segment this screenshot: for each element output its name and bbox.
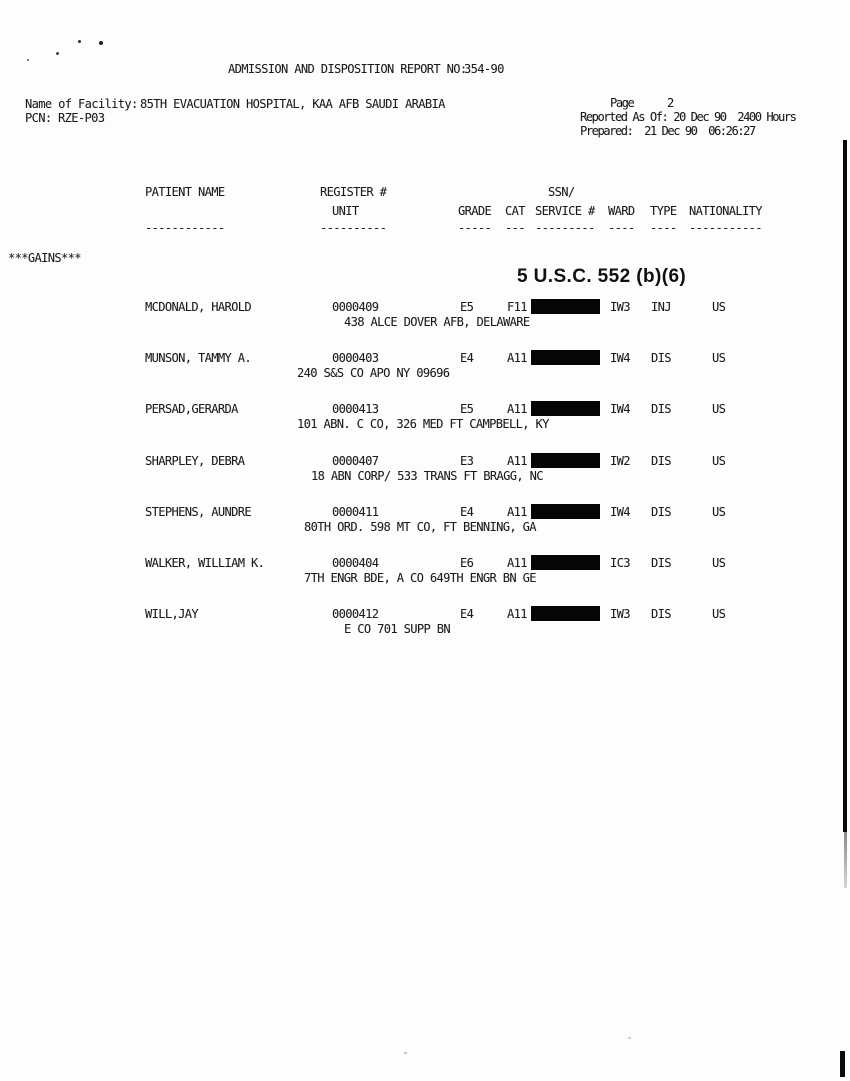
register-number: 0000409: [332, 300, 379, 314]
nationality: US: [712, 454, 726, 468]
patient-name: PERSAD,GERARDA: [145, 402, 238, 416]
table-row: [0, 402, 850, 436]
unit: 80TH ORD. 598 MT CO, FT BENNING, GA: [304, 520, 536, 534]
scan-speck: [27, 59, 29, 61]
col-header-ssn: SSN/: [548, 185, 575, 199]
category: A11: [507, 607, 527, 621]
underline-type: ----: [650, 221, 677, 235]
ward: IW4: [610, 505, 630, 519]
underline-register: ----------: [320, 221, 387, 235]
col-header-nationality: NATIONALITY: [689, 204, 762, 218]
underline-grade: -----: [458, 221, 492, 235]
prepared-timestamp: Prepared: 21 Dec 90 06:26:27: [580, 124, 755, 138]
redaction-bar: [531, 299, 600, 314]
underline-cat: ---: [505, 221, 525, 235]
scan-edge-mark: [840, 1051, 845, 1077]
page-label: Page: [610, 96, 634, 110]
col-header-ward: WARD: [608, 204, 635, 218]
underline-patient-name: ------------: [145, 221, 225, 235]
redaction-bar: [531, 504, 600, 519]
grade: E4: [460, 607, 474, 621]
underline-nationality: -----------: [689, 221, 762, 235]
col-header-cat: CAT: [505, 204, 525, 218]
patient-name: MCDONALD, HAROLD: [145, 300, 251, 314]
scan-edge-line: [843, 140, 847, 832]
reported-as-of: Reported As Of: 20 Dec 90 2400 Hours: [580, 110, 796, 124]
grade: E4: [460, 351, 474, 365]
type: DIS: [651, 607, 671, 621]
category: A11: [507, 402, 527, 416]
unit: 18 ABN CORP/ 533 TRANS FT BRAGG, NC: [311, 469, 543, 483]
facility-value: 85TH EVACUATION HOSPITAL, KAA AFB SAUDI ARABIA: [140, 97, 445, 111]
unit: 7TH ENGR BDE, A CO 649TH ENGR BN GE: [304, 571, 536, 585]
patient-name: WILL,JAY: [145, 607, 198, 621]
category: F11: [507, 300, 527, 314]
patient-name: STEPHENS, AUNDRE: [145, 505, 251, 519]
type: DIS: [651, 454, 671, 468]
unit: 240 S&S CO APO NY 09696: [297, 366, 450, 380]
table-row: [0, 556, 850, 590]
scan-speck: [78, 40, 81, 43]
category: A11: [507, 556, 527, 570]
scan-speck: [628, 1037, 631, 1039]
redaction-bar: [531, 555, 600, 570]
col-header-register: REGISTER #: [320, 185, 387, 199]
redaction-bar: [531, 350, 600, 365]
grade: E4: [460, 505, 474, 519]
grade: E5: [460, 300, 474, 314]
nationality: US: [712, 402, 726, 416]
register-number: 0000407: [332, 454, 379, 468]
redaction-bar: [531, 453, 600, 468]
underline-ward: ----: [608, 221, 635, 235]
ward: IC3: [610, 556, 630, 570]
redaction-exemption-stamp: 5 U.S.C. 552 (b)(6): [517, 266, 687, 287]
col-header-grade: GRADE: [458, 204, 492, 218]
register-number: 0000412: [332, 607, 379, 621]
ward: IW3: [610, 300, 630, 314]
grade: E3: [460, 454, 474, 468]
category: A11: [507, 505, 527, 519]
type: DIS: [651, 556, 671, 570]
type: DIS: [651, 505, 671, 519]
register-number: 0000404: [332, 556, 379, 570]
report-title: ADMISSION AND DISPOSITION REPORT NO:: [228, 62, 467, 76]
grade: E6: [460, 556, 474, 570]
pcn-value: RZE-P03: [58, 111, 105, 125]
grade: E5: [460, 402, 474, 416]
unit: E CO 701 SUPP BN: [344, 622, 450, 636]
ward: IW2: [610, 454, 630, 468]
pcn-label: PCN:: [25, 111, 52, 125]
patient-name: MUNSON, TAMMY A.: [145, 351, 251, 365]
table-row: [0, 454, 850, 488]
type: INJ: [651, 300, 671, 314]
col-header-type: TYPE: [650, 204, 677, 218]
underline-service: ---------: [535, 221, 595, 235]
nationality: US: [712, 607, 726, 621]
nationality: US: [712, 505, 726, 519]
nationality: US: [712, 351, 726, 365]
ward: IW4: [610, 402, 630, 416]
type: DIS: [651, 402, 671, 416]
patient-name: SHARPLEY, DEBRA: [145, 454, 245, 468]
category: A11: [507, 454, 527, 468]
scan-speck: [99, 41, 103, 45]
table-row: [0, 300, 850, 334]
ward: IW4: [610, 351, 630, 365]
col-header-patient-name: PATIENT NAME: [145, 185, 225, 199]
scan-edge-line-fade: [844, 832, 847, 888]
table-row: [0, 351, 850, 385]
nationality: US: [712, 556, 726, 570]
unit: 438 ALCE DOVER AFB, DELAWARE: [344, 315, 530, 329]
col-header-service: SERVICE #: [535, 204, 595, 218]
type: DIS: [651, 351, 671, 365]
redaction-bar: [531, 401, 600, 416]
col-header-unit: UNIT: [332, 204, 359, 218]
redaction-bar: [531, 606, 600, 621]
ward: IW3: [610, 607, 630, 621]
table-row: [0, 607, 850, 641]
patient-name: WALKER, WILLIAM K.: [145, 556, 265, 570]
section-label-gains: ***GAINS***: [8, 251, 81, 265]
register-number: 0000411: [332, 505, 379, 519]
register-number: 0000413: [332, 402, 379, 416]
page-number: 2: [667, 96, 673, 110]
category: A11: [507, 351, 527, 365]
report-number: 354-90: [464, 62, 504, 76]
table-row: [0, 505, 850, 539]
unit: 101 ABN. C CO, 326 MED FT CAMPBELL, KY: [297, 417, 549, 431]
nationality: US: [712, 300, 726, 314]
register-number: 0000403: [332, 351, 379, 365]
facility-label: Name of Facility:: [25, 97, 138, 111]
scan-speck: [56, 52, 59, 55]
scan-speck: [404, 1052, 407, 1054]
